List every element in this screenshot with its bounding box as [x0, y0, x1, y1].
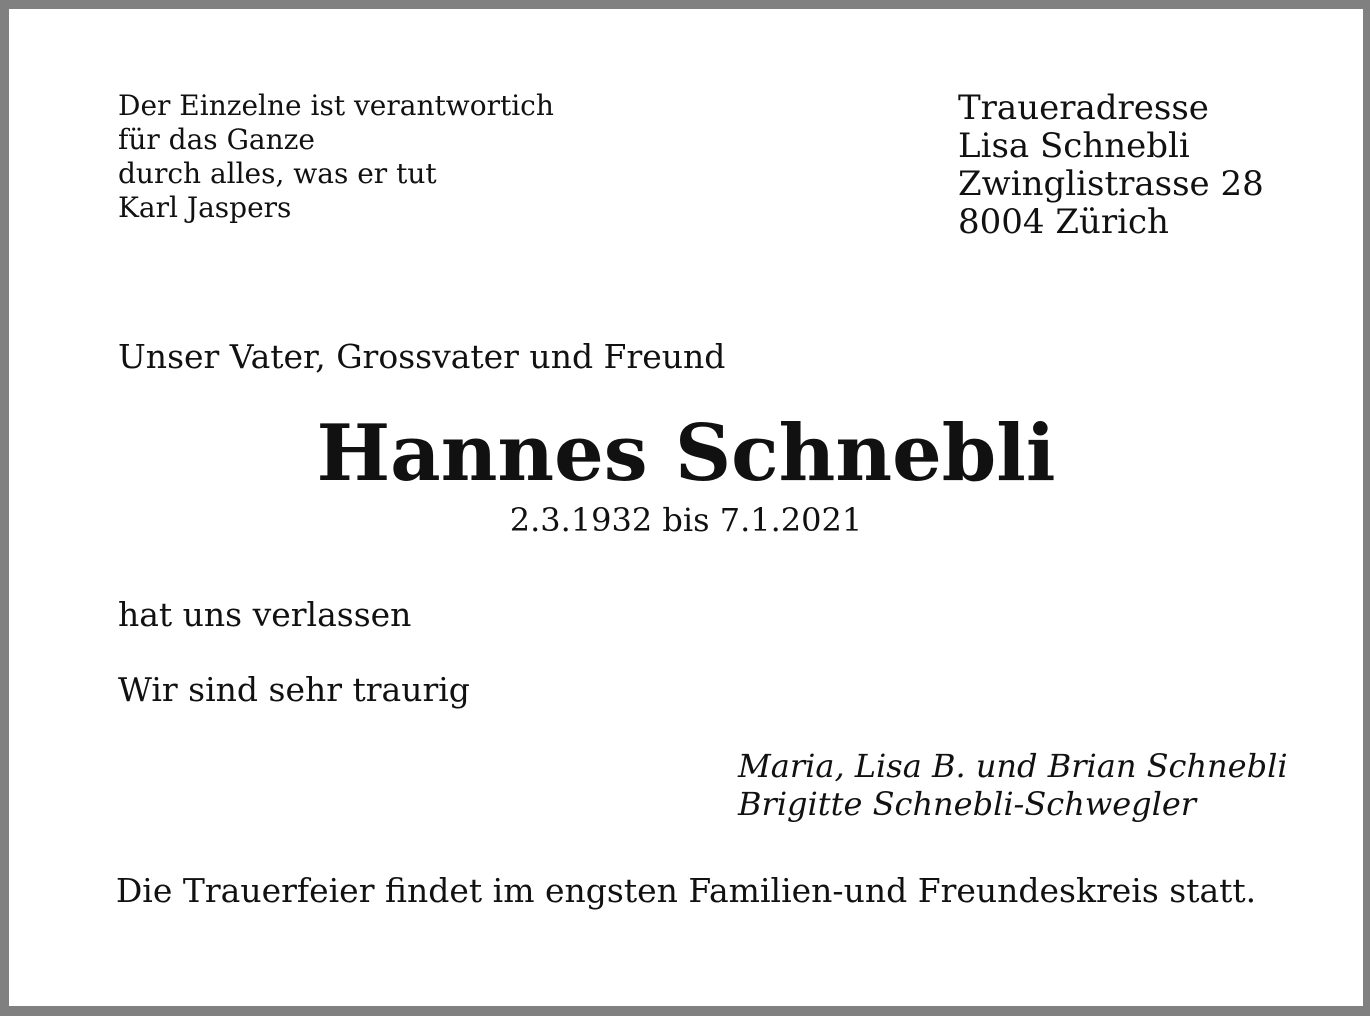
quote-line: Der Einzelne ist verantwortich [118, 89, 554, 122]
quote-line: für das Ganze [118, 123, 315, 156]
address-name: Lisa Schnebli [958, 126, 1190, 166]
address-city: 8004 Zürich [958, 202, 1169, 242]
family-line: Brigitte Schnebli-Schwegler [738, 785, 1197, 823]
quote-line: durch alles, was er tut [118, 157, 437, 190]
ceremony-notice: Die Trauerfeier findet im engsten Familien-und Freundeskreis statt. [115, 871, 1257, 910]
message-left-us: hat uns verlassen [118, 595, 412, 634]
deceased-name: Hannes Schnebli [316, 408, 1056, 499]
family-signature-block [738, 747, 1288, 823]
quote-block [118, 89, 554, 225]
mourning-address-block [958, 89, 1264, 241]
intro-text: Unser Vater, Grossvater und Freund [118, 337, 726, 376]
life-dates: 2.3.1932 bis 7.1.2021 [509, 501, 863, 539]
address-street: Zwinglistrasse 28 [958, 164, 1264, 204]
message-sad: Wir sind sehr traurig [118, 670, 470, 709]
obituary-page [9, 9, 1363, 1006]
address-heading: Traueradresse [958, 88, 1209, 128]
quote-author: Karl Jaspers [118, 191, 292, 224]
family-line: Maria, Lisa B. und Brian Schnebli [738, 747, 1288, 785]
